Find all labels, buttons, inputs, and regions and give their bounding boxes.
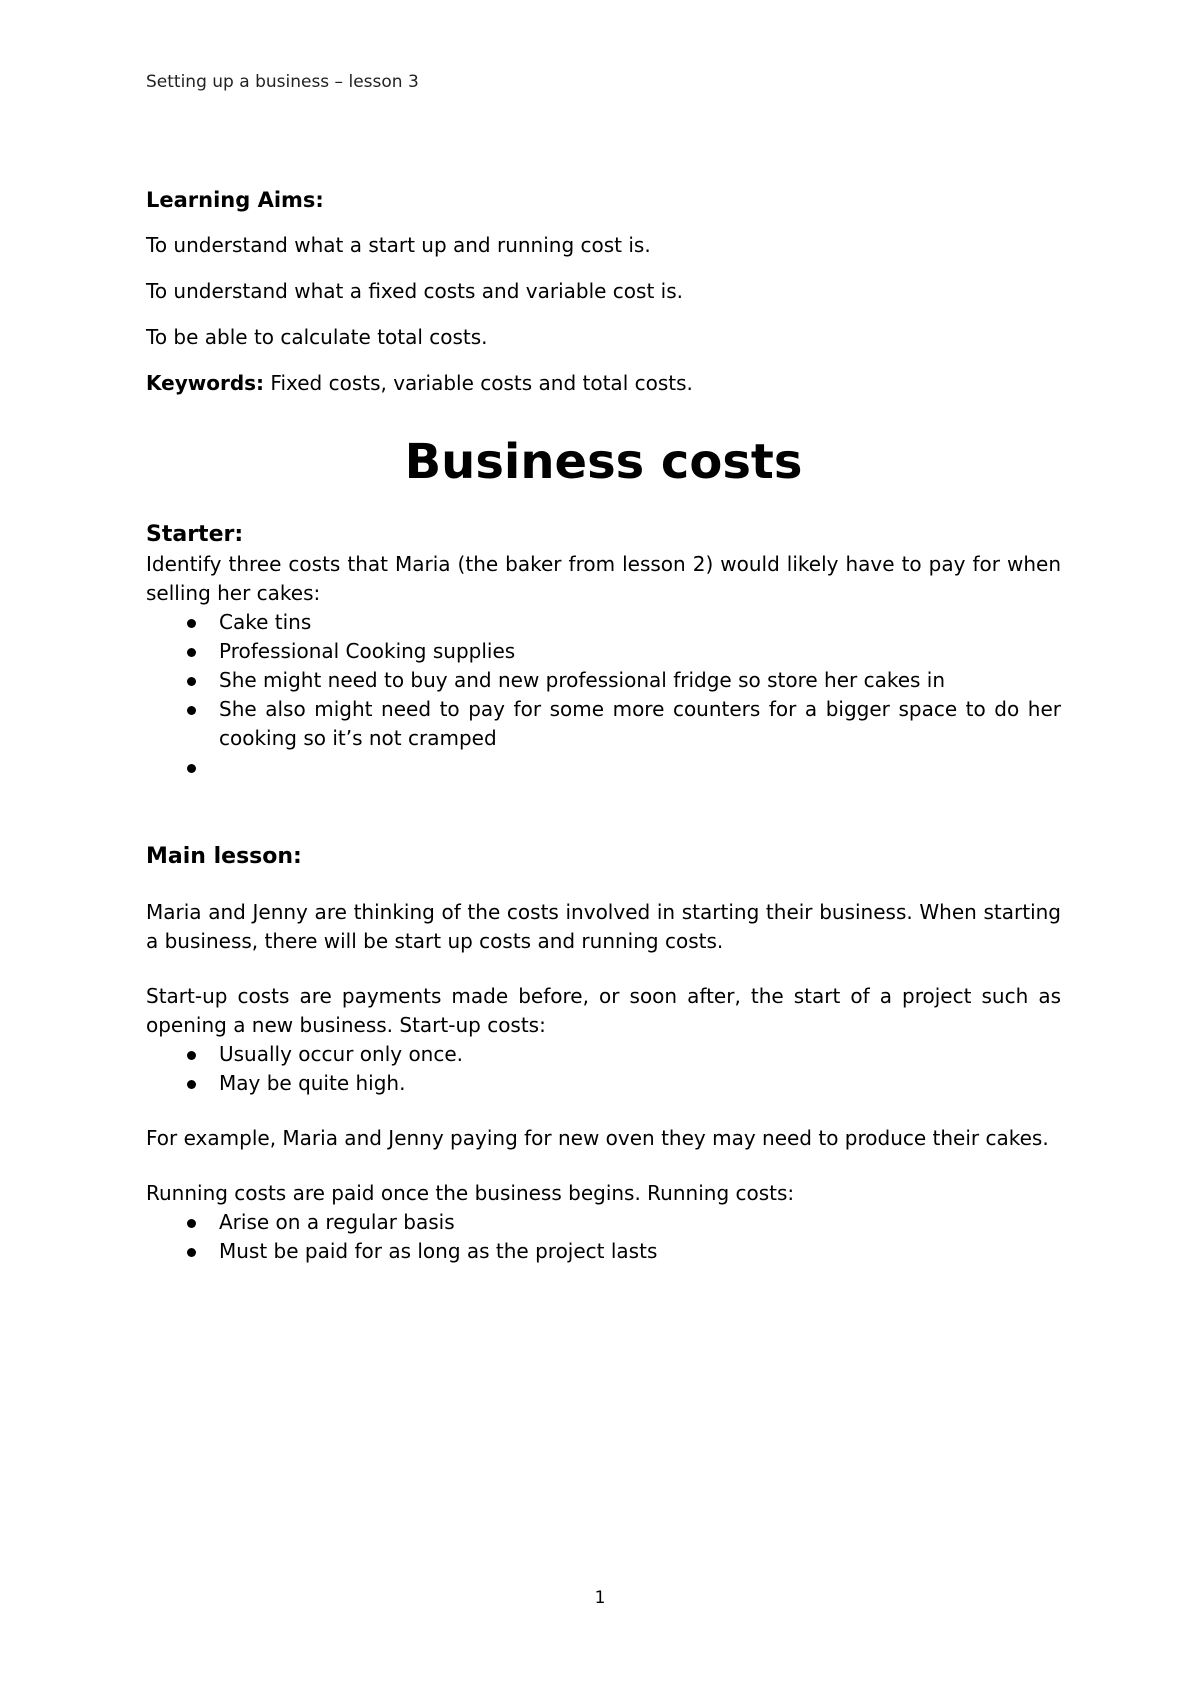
bullet-icon — [187, 619, 196, 628]
starter-heading: Starter: — [146, 522, 244, 547]
bullet-icon — [187, 706, 196, 715]
list-item — [146, 1069, 1061, 1098]
bullet-icon — [187, 764, 196, 773]
list-item-text: Must be paid for as long as the project lasts — [219, 1239, 658, 1263]
list-item-text: Cake tins — [219, 610, 312, 634]
main-lesson-heading: Main lesson: — [146, 844, 302, 869]
startup-bullet-list — [146, 1040, 1061, 1098]
list-item — [146, 1040, 1061, 1069]
list-item-text: She also might need to pay for some more counters for a bigger space to do her cooking so it’s not cramped — [219, 697, 1061, 750]
learning-aim-item: To be able to calculate total costs. — [146, 325, 488, 349]
main-lesson-intro: Maria and Jenny are thinking of the costs involved in starting their business. When starting a business, there will be start up costs and running costs. — [146, 900, 1061, 953]
bullet-icon — [187, 1219, 196, 1228]
list-item — [146, 637, 1061, 666]
page-number: 1 — [594, 1588, 606, 1608]
bullet-icon — [187, 648, 196, 657]
keywords-line — [146, 369, 1061, 398]
learning-aim-item: To understand what a start up and running cost is. — [146, 233, 651, 257]
startup-costs-text: Start-up costs are payments made before, or soon after, the start of a project such as opening a new business. Start-up costs: — [146, 984, 1061, 1037]
bullet-icon — [187, 1080, 196, 1089]
starter-bullet-list — [146, 608, 1061, 782]
keywords-text: Fixed costs, variable costs and total costs. — [264, 371, 693, 395]
list-item — [146, 753, 1061, 782]
page-header: Setting up a business – lesson 3 — [146, 72, 419, 92]
running-costs-text: Running costs are paid once the business begins. Running costs: — [146, 1181, 795, 1205]
list-item — [146, 666, 1061, 695]
starter-intro: Identify three costs that Maria (the baker from lesson 2) would likely have to pay for when selling her cakes: — [146, 552, 1061, 605]
list-item — [146, 695, 1061, 753]
list-item-text: Arise on a regular basis — [219, 1210, 455, 1234]
keywords-label: Keywords: — [146, 371, 265, 395]
running-bullet-list — [146, 1208, 1061, 1266]
document-body — [146, 186, 1061, 1266]
document-title: Business costs — [404, 434, 803, 490]
list-item-text: May be quite high. — [219, 1071, 406, 1095]
list-item — [146, 1208, 1061, 1237]
bullet-icon — [187, 1248, 196, 1257]
bullet-icon — [187, 677, 196, 686]
list-item — [146, 1237, 1061, 1266]
list-item-text: Professional Cooking supplies — [219, 639, 516, 663]
learning-aims-heading: Learning Aims: — [146, 188, 324, 212]
list-item-text: She might need to buy and new professional fridge so store her cakes in — [219, 668, 946, 692]
learning-aim-item: To understand what a fixed costs and variable cost is. — [146, 279, 683, 303]
list-item — [146, 608, 1061, 637]
example-text: For example, Maria and Jenny paying for new oven they may need to produce their cakes. — [146, 1126, 1049, 1150]
list-item-text: Usually occur only once. — [219, 1042, 464, 1066]
bullet-icon — [187, 1051, 196, 1060]
